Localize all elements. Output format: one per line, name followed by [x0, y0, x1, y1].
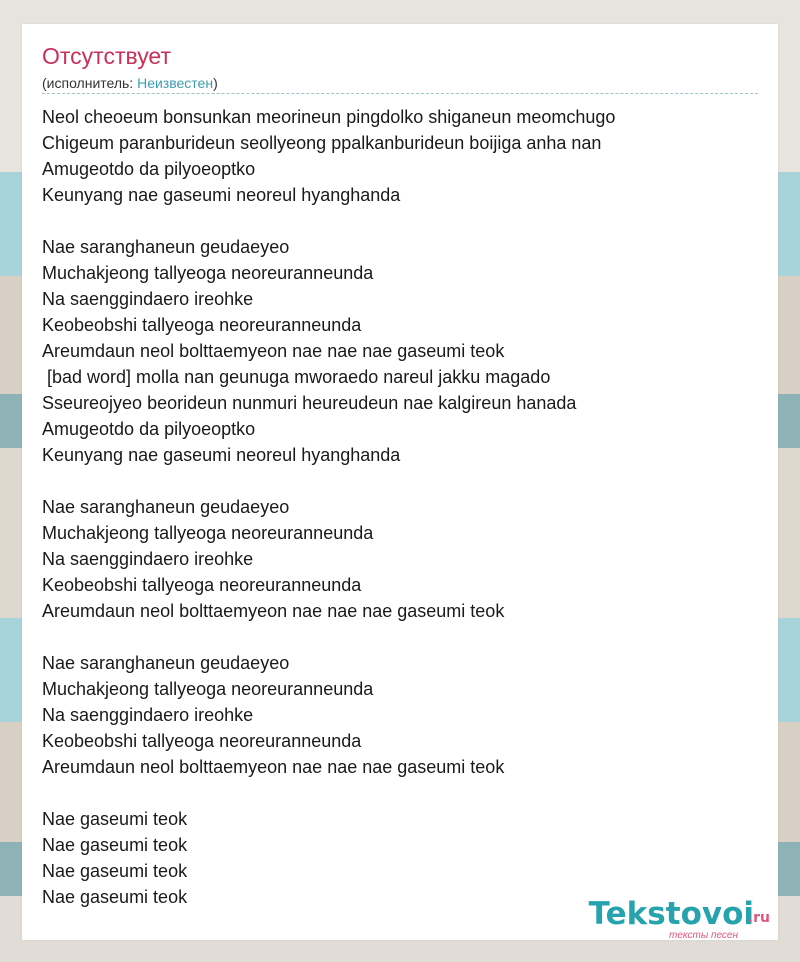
lyric-line: Nae gaseumi teok: [42, 809, 188, 829]
lyric-line: Chigeum paranburideun seollyeong ppalkanburideun boijiga anha nan: [42, 133, 602, 153]
lyric-line: Na saenggindaero ireohke: [42, 705, 254, 725]
lyric-line: Keunyang nae gaseumi neoreul hyanghanda: [42, 445, 401, 465]
logo-domain-suffix: .ru: [747, 910, 770, 926]
lyric-line: Amugeotdo da pilyoeoptko: [42, 159, 256, 179]
song-title: Отсутствует: [42, 43, 171, 69]
lyric-line: Muchakjeong tallyeoga neoreuranneunda: [42, 523, 374, 543]
lyric-line: Keobeobshi tallyeoga neoreuranneunda: [42, 575, 362, 595]
lyric-line: Areumdaun neol bolttaemyeon nae nae nae gaseumi teok: [42, 601, 505, 621]
lyrics-text: [42, 104, 758, 910]
lyric-line: Muchakjeong tallyeoga neoreuranneunda: [42, 263, 374, 283]
lyric-line: Na saenggindaero ireohke: [42, 549, 254, 569]
lyric-line: Nae saranghaneun geudaeyeo: [42, 237, 290, 257]
lyric-blank-line: [42, 624, 758, 650]
lyric-line: Areumdaun neol bolttaemyeon nae nae nae gaseumi teok: [42, 341, 505, 361]
artist-prefix: (исполнитель:: [42, 75, 138, 91]
lyric-line: [bad word] molla nan geunuga mworaedo nareul jakku magado: [42, 367, 551, 387]
lyric-line: Nae saranghaneun geudaeyeo: [42, 497, 290, 517]
artist-line: [42, 74, 218, 92]
lyric-blank-line: [42, 208, 758, 234]
lyric-line: Nae gaseumi teok: [42, 835, 188, 855]
lyric-line: Sseureojyeo beorideun nunmuri heureudeun nae kalgireun hanada: [42, 393, 577, 413]
tekstovoi-logo[interactable]: [560, 896, 770, 940]
artist-suffix: ): [213, 75, 218, 91]
artist-link[interactable]: Неизвестен: [137, 75, 214, 91]
lyric-line: Neol cheoeum bonsunkan meorineun pingdolko shiganeun meomchugo: [42, 107, 616, 127]
dashed-divider: [42, 93, 758, 94]
lyric-line: Areumdaun neol bolttaemyeon nae nae nae gaseumi teok: [42, 757, 505, 777]
lyric-line: Nae saranghaneun geudaeyeo: [42, 653, 290, 673]
lyric-line: Muchakjeong tallyeoga neoreuranneunda: [42, 679, 374, 699]
logo-main-text: Tekstovoi: [588, 896, 754, 932]
lyric-line: Keobeobshi tallyeoga neoreuranneunda: [42, 731, 362, 751]
lyric-line: Keunyang nae gaseumi neoreul hyanghanda: [42, 185, 401, 205]
lyric-line: Amugeotdo da pilyoeoptko: [42, 419, 256, 439]
lyric-blank-line: [42, 780, 758, 806]
lyrics-card: [22, 24, 778, 940]
lyric-line: Nae gaseumi teok: [42, 887, 188, 907]
logo-tagline: тексты песен: [669, 930, 738, 941]
lyric-line: Nae gaseumi teok: [42, 861, 188, 881]
lyric-line: Keobeobshi tallyeoga neoreuranneunda: [42, 315, 362, 335]
lyric-line: Na saenggindaero ireohke: [42, 289, 254, 309]
lyric-blank-line: [42, 468, 758, 494]
